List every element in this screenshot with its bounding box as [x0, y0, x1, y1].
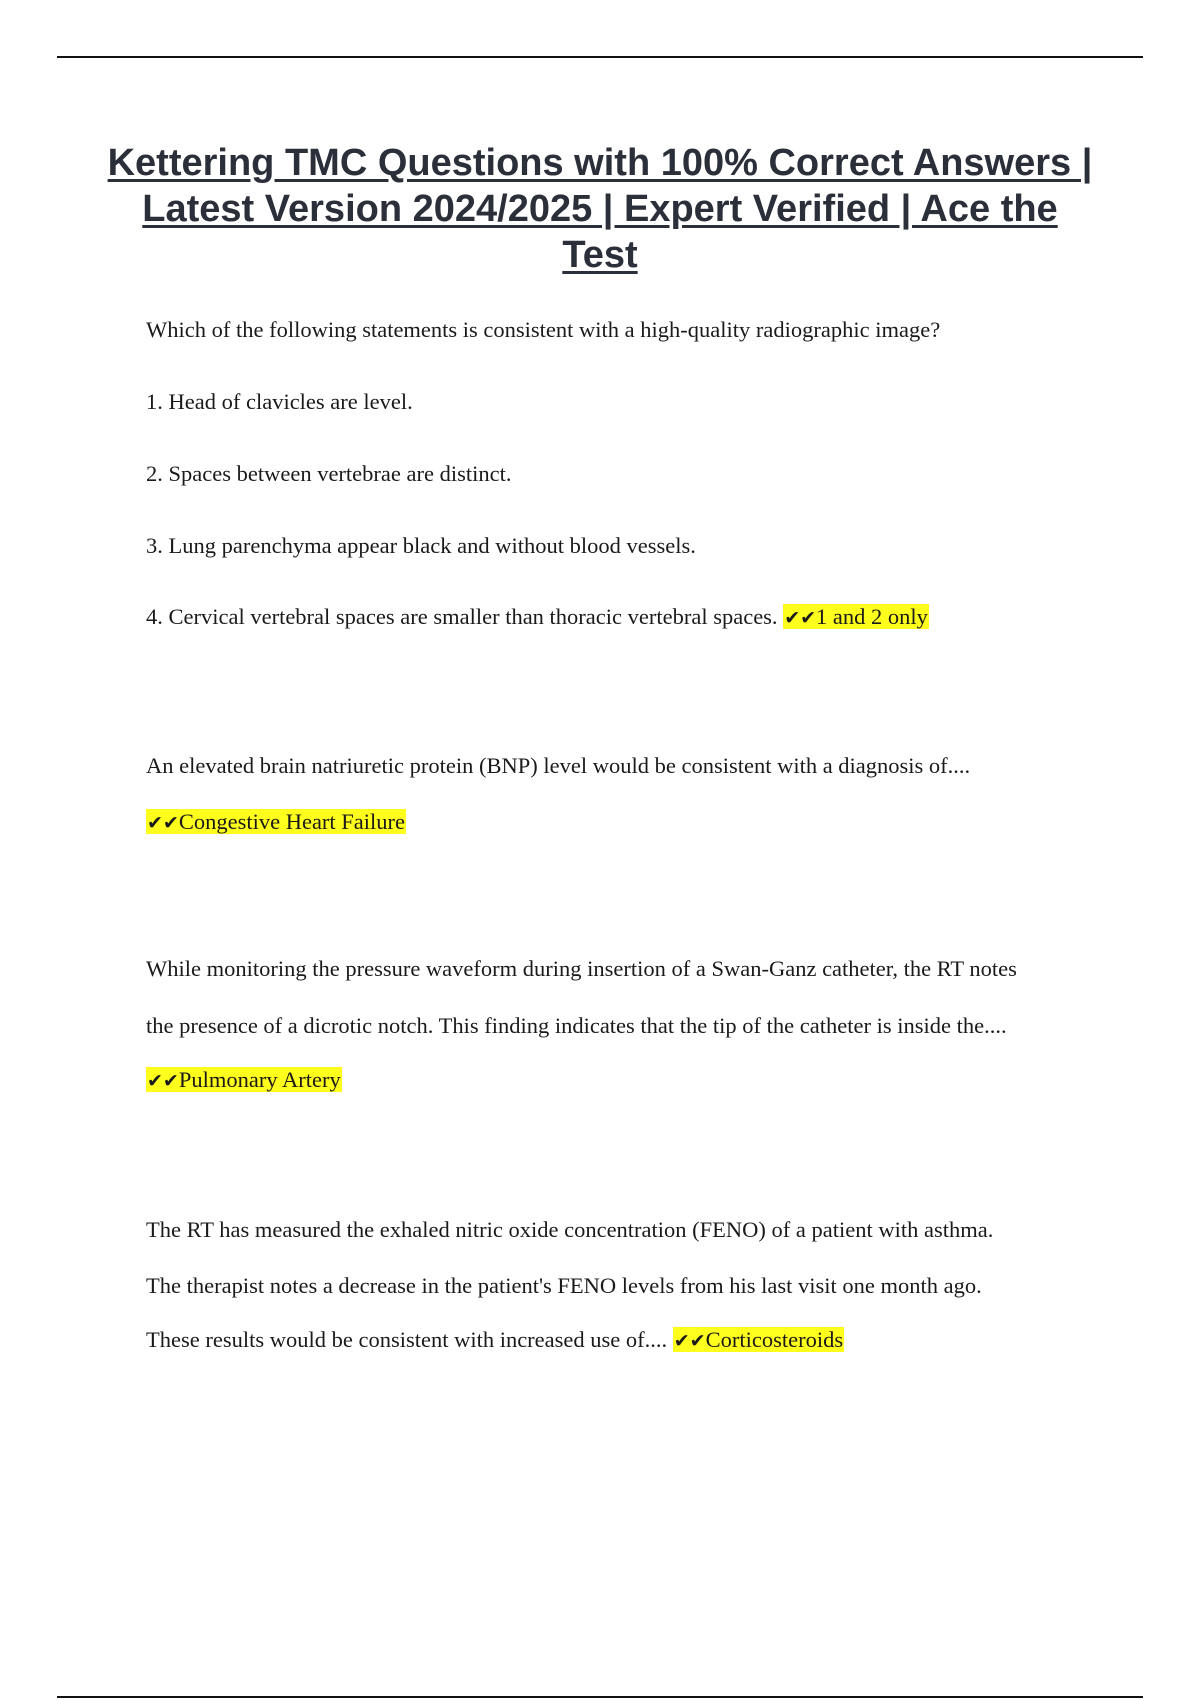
q3-answer: Pulmonary Artery: [178, 1067, 341, 1092]
q1-item-3: 3. Lung parenchyma appear black and without blood vessels.: [146, 533, 696, 558]
q1-item-4: [146, 603, 929, 632]
q4-stem-line-2: The therapist notes a decrease in the patient's FENO levels from his last visit one month ago.: [146, 1273, 982, 1298]
q4-stem-line-1: The RT has measured the exhaled nitric oxide concentration (FENO) of a patient with asthma.: [146, 1217, 994, 1242]
q4-stem-line-3-text: These results would be consistent with increased use of....: [146, 1327, 668, 1352]
q1-item-4-text: 4. Cervical vertebral spaces are smaller than thoracic vertebral spaces.: [146, 604, 778, 629]
q4-answer-highlight: [673, 1327, 844, 1352]
q2-answer-line: [146, 808, 406, 837]
q3-answer-line: [146, 1066, 342, 1095]
q3-stem-line-1: While monitoring the pressure waveform during insertion of a Swan-Ganz catheter, the RT notes: [146, 956, 1017, 981]
q2-stem: An elevated brain natriuretic protein (BNP) level would be consistent with a diagnosis of....: [146, 753, 971, 778]
q2-answer-highlight: [146, 809, 406, 834]
q3-stem-line-2: the presence of a dicrotic notch. This finding indicates that the tip of the catheter is inside the....: [146, 1013, 1007, 1038]
check-icon: ✔✔: [147, 812, 179, 834]
q4-stem-line-3: [146, 1326, 844, 1355]
q1-item-2: 2. Spaces between vertebrae are distinct.: [146, 461, 512, 486]
q3-answer-highlight: [146, 1067, 342, 1092]
q4-answer: Corticosteroids: [705, 1327, 844, 1352]
check-icon: ✔✔: [784, 607, 817, 629]
q1-stem: Which of the following statements is consistent with a high-quality radiographic image?: [146, 317, 941, 342]
q1-item-1: 1. Head of clavicles are level.: [146, 389, 413, 414]
check-icon: ✔✔: [673, 1330, 706, 1352]
q2-answer: Congestive Heart Failure: [178, 809, 406, 834]
top-rule: [57, 56, 1143, 58]
q1-answer-highlight: [783, 604, 929, 629]
bottom-rule: [57, 1696, 1143, 1698]
q1-answer: 1 and 2 only: [816, 604, 928, 629]
check-icon: ✔✔: [147, 1070, 179, 1092]
document-title: Kettering TMC Questions with 100% Correct Answers | Latest Version 2024/2025 | Expert Verified | Ace the Test: [107, 142, 1093, 276]
